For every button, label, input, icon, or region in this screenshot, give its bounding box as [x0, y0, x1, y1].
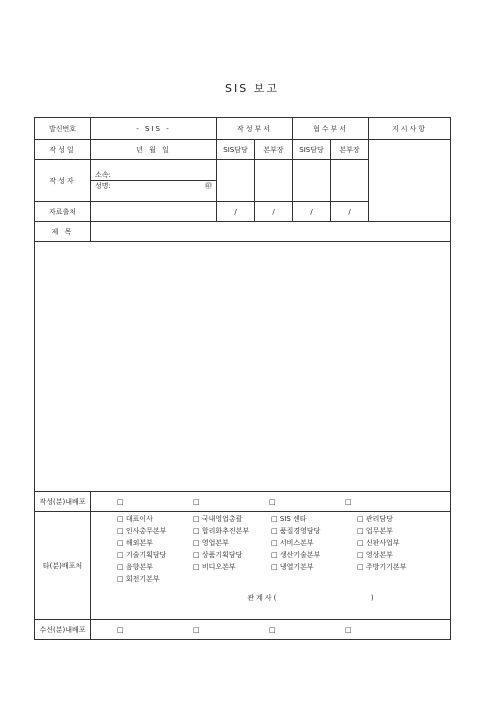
checkbox-item[interactable]: □ 신판사업부 — [357, 539, 400, 547]
checkbox-item[interactable]: □ 회전기본부 — [117, 575, 160, 583]
checkbox-item[interactable]: □ 냉열기본부 — [271, 563, 314, 571]
checkbox-item[interactable]: □ 대표이사 — [117, 515, 153, 523]
date-slash-4: / — [331, 202, 369, 222]
name-field[interactable] — [91, 180, 216, 191]
distribution-checklist — [91, 512, 450, 585]
checkbox[interactable]: □ — [193, 497, 200, 506]
author-fields — [91, 160, 217, 202]
checkbox-item[interactable]: □ 생산기술본부 — [271, 551, 321, 559]
related-company-label: 관계사( — [247, 594, 279, 602]
recv-dist-row — [35, 620, 451, 640]
checkbox[interactable]: □ — [193, 625, 200, 634]
checkbox-item[interactable]: □ 해외본부 — [117, 539, 153, 547]
checkbox-item[interactable]: □ 상품기획담당 — [193, 551, 243, 559]
recv-dist-label: 수신(분)내배포 — [35, 620, 91, 640]
sign-box-4[interactable] — [331, 160, 369, 202]
coop-dept-header: 협수부서 — [293, 118, 369, 140]
date-label: 작성일 — [35, 140, 91, 160]
sis-manager-2: SIS담당 — [293, 140, 331, 160]
checkbox[interactable]: □ — [117, 497, 124, 506]
header-row — [35, 118, 451, 140]
checkbox[interactable]: □ — [269, 497, 276, 506]
related-company-close: ) — [370, 594, 374, 602]
hq-head-2: 본부장 — [331, 140, 369, 160]
hq-head-1: 본부장 — [255, 140, 293, 160]
name-label: 성명: — [95, 182, 111, 190]
checkbox-item[interactable]: □ 합리화추진본부 — [193, 527, 250, 535]
date-slash-3: / — [293, 202, 331, 222]
checkbox-item[interactable]: □ SIS 센타 — [271, 515, 307, 523]
date-value[interactable]: 년 월 일 — [91, 140, 217, 160]
other-dist-row — [35, 512, 451, 620]
internal-dist-label: 작성(분)내배포 — [35, 492, 91, 512]
affiliation-field[interactable] — [91, 170, 216, 180]
date-slash-2: / — [255, 202, 293, 222]
internal-dist-row — [35, 492, 451, 512]
checkbox-item[interactable]: □ 영업본부 — [193, 539, 229, 547]
checkbox-item[interactable]: □ 영상본부 — [357, 551, 393, 559]
body-row — [35, 242, 451, 492]
sign-box-1[interactable] — [217, 160, 255, 202]
instructions-header: 지시사항 — [369, 118, 451, 140]
checkbox-item[interactable]: □ 기술기획담당 — [117, 551, 167, 559]
dispatch-no-label: 발신번호 — [35, 118, 91, 140]
subject-row — [35, 222, 451, 242]
checkbox-item[interactable]: □ 업무본부 — [357, 527, 393, 535]
checkbox[interactable]: □ — [345, 625, 352, 634]
author-label: 작성자 — [35, 160, 91, 202]
checkbox-item[interactable]: □ 음향본부 — [117, 563, 153, 571]
report-body[interactable] — [35, 242, 451, 492]
checkbox-item[interactable]: □ 주방기기본부 — [357, 563, 407, 571]
sign-box-2[interactable] — [255, 160, 293, 202]
source-label: 자료출처 — [35, 202, 91, 222]
affiliation-label: 소속: — [95, 171, 111, 179]
checkbox-item[interactable]: □ 인사총무본부 — [117, 527, 167, 535]
checkbox-item[interactable]: □ 비디오본부 — [193, 563, 236, 571]
dispatch-no-value[interactable]: - SIS - — [91, 118, 217, 140]
checkbox-item[interactable]: □ 국내영업총괄 — [193, 515, 243, 523]
subject-input[interactable] — [91, 222, 451, 242]
document-title: SIS 보고 — [225, 82, 279, 95]
subject-label: 제 목 — [35, 222, 91, 242]
sis-manager-1: SIS담당 — [217, 140, 255, 160]
source-value[interactable] — [91, 202, 217, 222]
date-slash-1: / — [217, 202, 255, 222]
seal-icon: ㊞ — [205, 182, 212, 190]
checkbox[interactable]: □ — [269, 625, 276, 634]
other-dist-label: 타(분)배포처 — [35, 512, 91, 620]
author-dept-header: 작성부서 — [217, 118, 293, 140]
checkbox-item[interactable]: □ 서비스본부 — [271, 539, 314, 547]
checkbox[interactable]: □ — [117, 625, 124, 634]
checkbox[interactable]: □ — [345, 497, 352, 506]
report-form — [34, 117, 451, 640]
checkbox-item[interactable]: □ 관리담당 — [357, 515, 393, 523]
date-row — [35, 140, 451, 160]
instructions-cell[interactable] — [369, 140, 451, 222]
checkbox-item[interactable]: □ 품질경영담당 — [271, 527, 321, 535]
related-company-field[interactable] — [91, 585, 450, 605]
sign-box-3[interactable] — [293, 160, 331, 202]
